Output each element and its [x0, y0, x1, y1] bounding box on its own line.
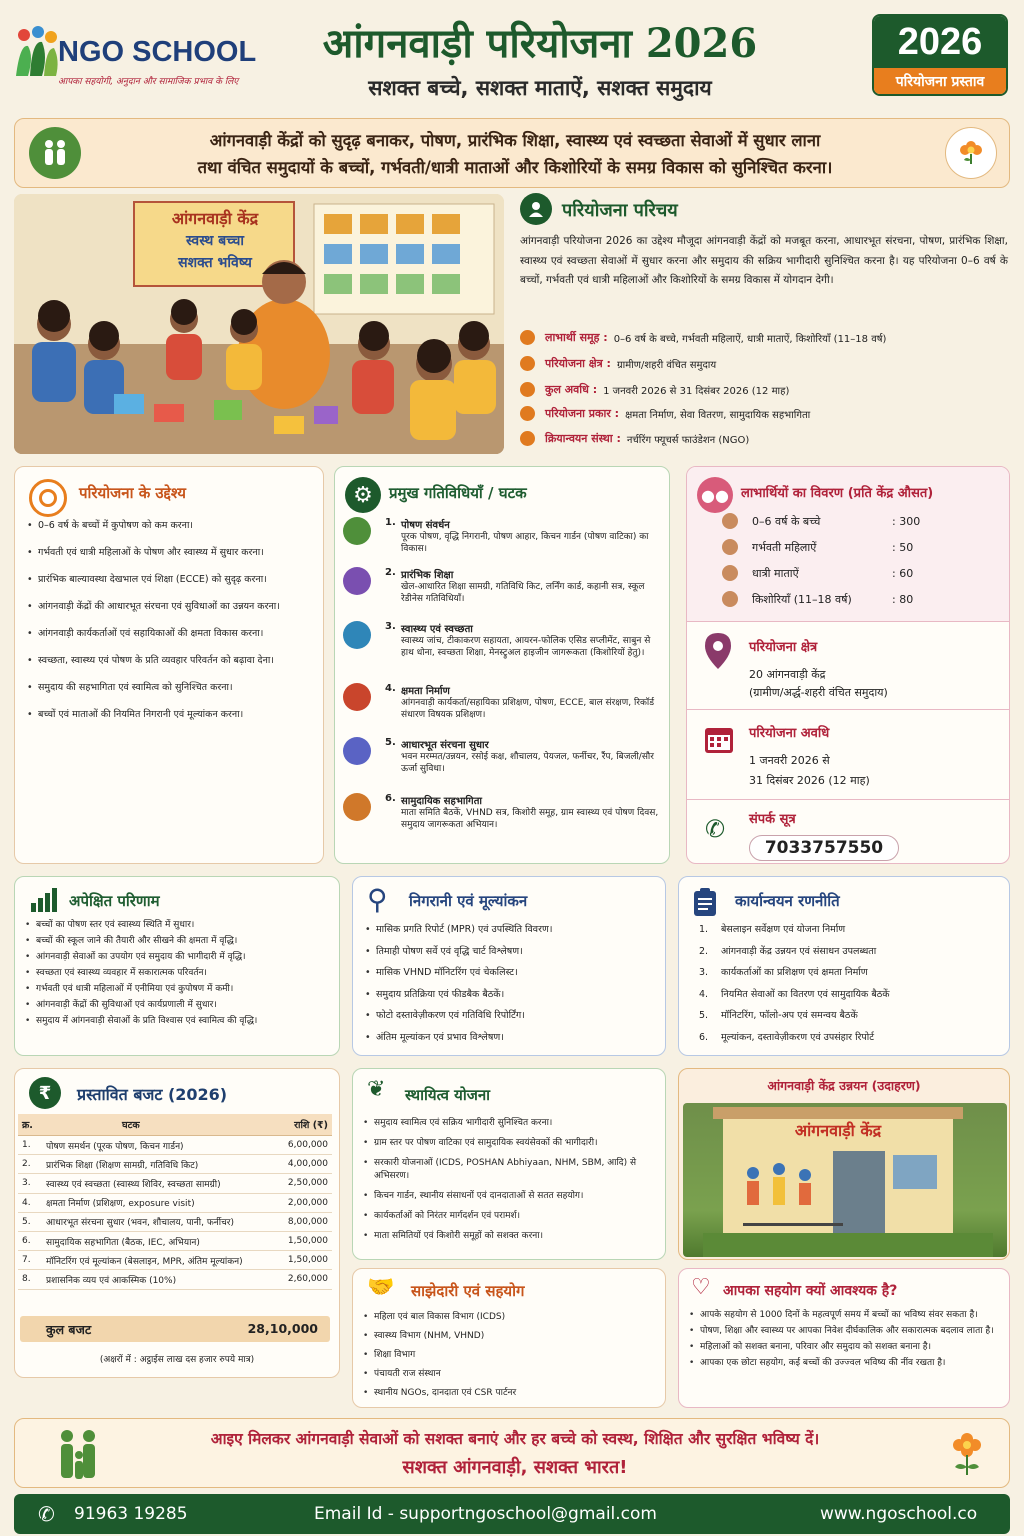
- budget-no: 7.: [18, 1251, 42, 1270]
- list-item: • आंगनवाड़ी केंद्रों की सुविधाओं एवं कार्यप्रणाली में सुधार।: [25, 999, 337, 1012]
- budget-item: क्षमता निर्माण (प्रशिक्षण, exposure visit): [42, 1193, 276, 1212]
- list-item: • सरकारी योजनाओं (ICDS, POSHAN Abhiyaan, NHM, SBM, आदि) से अभिसरण।: [363, 1157, 661, 1183]
- activity-description: स्वास्थ्य जांच, टीकाकरण सहायता, आयरन-फोलिक एसिड सप्लीमेंट, साबुन से हाथ धोना, स्वच्छता शिक्षा, मेनस्ट्रुअल हाइजीन जागरूकता (किशोरियों हेतु)।: [401, 636, 651, 658]
- activity-icon: [343, 737, 371, 765]
- duration-line-1: 1 जनवरी 2026 से: [749, 754, 830, 767]
- center-building-image: [683, 1103, 1007, 1257]
- center-example-title: आंगनवाड़ी केंद्र उन्नयन (उदाहरण): [767, 1078, 921, 1093]
- list-item: • आंगनवाड़ी सेवाओं का उपयोग एवं समुदाय की भागीदारी में वृद्धि।: [25, 951, 337, 964]
- user-icon: [520, 193, 552, 225]
- list-item: • गर्भवती एवं धात्री महिलाओं में एनीमिया एवं कुपोषण में कमी।: [25, 983, 337, 996]
- activity-description: भवन मरम्मत/उन्नयन, रसोई कक्ष, शौचालय, पेयजल, फर्नीचर, रैंप, बिजली/सौर ऊर्जा सुविधा।: [401, 752, 654, 774]
- sign-line-2: स्वस्थ बच्चा: [185, 233, 244, 249]
- page-subtitle: सशक्त बच्चे, सशक्त माताऐं, सशक्त समुदाय: [368, 76, 712, 100]
- budget-amount: 8,00,000: [276, 1212, 332, 1231]
- list-item: • समुदाय की सहभागिता एवं स्वामित्व को सुनिश्चित करना।: [27, 681, 317, 694]
- budget-header-row: [18, 1114, 332, 1136]
- meta-key: लाभार्थी समूह :: [545, 331, 608, 344]
- beneficiary-row: [722, 513, 920, 529]
- activity-description: खेल-आधारित शिक्षा सामग्री, गतिविधि किट, लर्निंग कार्ड, कहानी सत्र, स्कूल रेडीनेस गतिविधियाँ।: [401, 582, 645, 604]
- bar-chart-icon: [29, 887, 59, 913]
- budget-item: प्रारंभिक शिक्षा (शिक्षण सामग्री, गतिविधि किट): [42, 1155, 276, 1174]
- partnership-title: साझेदारी एवं सहयोग: [411, 1282, 525, 1300]
- budget-no: 3.: [18, 1174, 42, 1193]
- col-item: घटक: [42, 1114, 276, 1136]
- flower-icon: [947, 1427, 987, 1483]
- person-icon: [520, 406, 535, 421]
- meta-value: नर्चरिंग फ्यूचर्स फाउंडेशन (NGO): [626, 434, 750, 446]
- list-item: • समुदाय स्वामित्व एवं सक्रिय भागीदारी सुनिश्चित करना।: [363, 1117, 661, 1130]
- footer-bar: [14, 1494, 1010, 1534]
- beneficiary-value: : 50: [892, 540, 914, 554]
- meta-duration: [520, 382, 789, 397]
- activity-icon: [343, 517, 371, 545]
- budget-item: आधारभूत संरचना सुधार (भवन, शौचालय, पानी, फर्नीचर): [42, 1212, 276, 1231]
- activities-title: प्रमुख गतिविधियाँ / घटक: [389, 484, 527, 502]
- beneficiaries-title: [741, 483, 933, 501]
- area-line-1: 20 आंगनवाड़ी केंद्र: [749, 668, 826, 681]
- list-item: • समुदाय प्रतिक्रिया एवं फीडबैक बैठकें।: [365, 988, 661, 1001]
- budget-no: 6.: [18, 1231, 42, 1250]
- outcomes-list: [25, 919, 337, 1031]
- beneficiary-label: गर्भवती महिलाऐं: [752, 540, 817, 554]
- activity-number: 6.: [385, 793, 396, 804]
- objectives-card: [14, 466, 324, 864]
- list-item: • पंचायती राज संस्थान: [363, 1368, 661, 1381]
- activity-number: 4.: [385, 683, 396, 694]
- meta-beneficiary-group: [520, 330, 886, 345]
- logo-tagline: आपका सहयोगी, अनुदान और सामाजिक प्रभाव के लिए: [58, 77, 239, 87]
- year-badge-label: परियोजना प्रस्ताव: [874, 68, 1006, 96]
- area-title: परियोजना क्षेत्र: [749, 640, 818, 655]
- building-sign: आंगनवाड़ी केंद्र: [794, 1121, 882, 1140]
- contact-number[interactable]: 7033757550: [749, 835, 899, 861]
- activity-number: 5.: [385, 737, 396, 748]
- budget-item: मॉनिटरिंग एवं मूल्यांकन (बेसलाइन, MPR, अंतिम मूल्यांकन): [42, 1251, 276, 1270]
- home-icon: [520, 356, 535, 371]
- list-item: [699, 988, 1003, 1001]
- clipboard-icon: [693, 887, 717, 917]
- activity-title: पोषण संवर्धन: [401, 520, 450, 531]
- activity-icon: [343, 683, 371, 711]
- list-item: • स्वच्छता, स्वास्थ्य एवं पोषण के प्रति व्यवहार परिवर्तन को बढ़ावा देना।: [27, 654, 317, 667]
- budget-row: [18, 1212, 332, 1231]
- closing-line-2: सशक्त आंगनवाड़ी, सशक्त भारत!: [402, 1457, 628, 1478]
- list-item: [699, 1031, 1003, 1044]
- duration-title: परियोजना अवधि: [749, 726, 830, 741]
- sustainability-title: स्थायित्व योजना: [405, 1086, 491, 1104]
- meta-key: परियोजना प्रकार :: [545, 407, 620, 420]
- outcomes-title: अपेक्षित परिणाम: [69, 892, 160, 910]
- budget-amount: 6,00,000: [276, 1136, 332, 1155]
- year-badge: [872, 14, 1008, 96]
- budget-row: [18, 1174, 332, 1193]
- budget-no: 5.: [18, 1212, 42, 1231]
- footer-website[interactable]: www.ngoschool.co: [820, 1504, 978, 1524]
- budget-words: (अक्षरों में : अट्ठाईस लाख दस हजार रुपये मात्र): [99, 1355, 255, 1365]
- budget-no: 4.: [18, 1193, 42, 1212]
- item-text: आंगनवाड़ी केंद्र उन्नयन एवं संसाधन उपलब्धता: [721, 945, 877, 957]
- mission-line-2: तथा वंचित समुदायों के बच्चों, गर्भवती/धात्री माताओं और किशोरियों के समग्र विकास को सुनिश्चित करना।: [197, 158, 833, 177]
- budget-no: 2.: [18, 1155, 42, 1174]
- list-item: [699, 923, 1003, 936]
- budget-no: 8.: [18, 1270, 42, 1289]
- total-value: 28,10,000: [247, 1321, 318, 1336]
- budget-amount: 2,50,000: [276, 1174, 332, 1193]
- activity-icon: [343, 567, 371, 595]
- flower-icon: [945, 127, 997, 179]
- meta-project-type: [520, 406, 810, 421]
- strategy-list: [699, 923, 1003, 1052]
- meta-value: 0–6 वर्ष के बच्चे, गर्भवती महिलाऐं, धात्री माताऐं, किशोरियाँ (11–18 वर्ष): [613, 333, 887, 345]
- list-item: • स्वच्छता एवं स्वास्थ्य व्यवहार में सकारात्मक परिवर्तन।: [25, 967, 337, 980]
- list-item: • शिक्षा विभाग: [363, 1349, 661, 1362]
- list-item: • बच्चों की स्कूल जाने की तैयारी और सीखने की क्षमता में वृद्धि।: [25, 935, 337, 948]
- list-item: • बच्चों एवं माताओं की नियमित निगरानी एवं मूल्यांकन करना।: [27, 708, 317, 721]
- calendar-icon: [703, 723, 735, 755]
- list-item: • फोटो दस्तावेज़ीकरण एवं गतिविधि रिपोर्टिंग।: [365, 1009, 661, 1022]
- list-item: • ग्राम स्तर पर पोषण वाटिका एवं सामुदायिक स्वयंसेवकों की भागीदारी।: [363, 1137, 661, 1150]
- list-item: • आंगनवाड़ी कार्यकर्ताओं एवं सहायिकाओं की क्षमता विकास करना।: [27, 627, 317, 640]
- budget-amount: 4,00,000: [276, 1155, 332, 1174]
- list-item: [699, 1009, 1003, 1022]
- activity-number: 2.: [385, 567, 396, 578]
- closing-line-1: आइए मिलकर आंगनवाड़ी सेवाओं को सशक्त बनाएं और हर बच्चे को स्वस्थ, शिक्षित और सुरक्षित भविष्य दें।: [210, 1430, 820, 1448]
- handshake-icon: 🤝: [367, 1275, 395, 1300]
- activity-number: 3.: [385, 621, 396, 632]
- budget-no: 1.: [18, 1136, 42, 1155]
- meta-value: क्षमता निर्माण, सेवा वितरण, सामुदायिक सहभागिता: [625, 409, 811, 421]
- item-text: कार्यकर्ताओं का प्रशिक्षण एवं क्षमता निर्माण: [721, 967, 868, 978]
- list-item: • गर्भवती एवं धात्री महिलाओं के पोषण और स्वास्थ्य में सुधार करना।: [27, 546, 317, 559]
- list-item: • माता समितियों एवं किशोरी समूहों को सशक्त करना।: [363, 1230, 661, 1243]
- beneficiary-value: : 80: [892, 592, 914, 606]
- classroom-sign: [138, 208, 292, 274]
- phone-icon: ✆: [705, 815, 726, 843]
- gear-icon: ⚙: [345, 477, 381, 513]
- sign-line-1: आंगनवाड़ी केंद्र: [171, 209, 259, 228]
- list-item: • कार्यकर्ताओं को निरंतर मार्गदर्शन एवं परामर्श।: [363, 1210, 661, 1223]
- budget-item: सामुदायिक सहभागिता (बैठक, IEC, अभियान): [42, 1231, 276, 1250]
- budget-item: प्रशासनिक व्यय एवं आकस्मिक (10%): [42, 1270, 276, 1289]
- rupee-symbol: ₹: [38, 1082, 52, 1104]
- list-item: • पोषण, शिक्षा और स्वास्थ्य पर आपका निवेश दीर्घकालिक और सकारात्मक बदलाव लाता है।: [689, 1325, 1005, 1338]
- why-support-card: [678, 1268, 1010, 1408]
- activities-card: [334, 466, 670, 864]
- item-text: मॉनिटरिंग, फॉलो-अप एवं समन्वय बैठकें: [721, 1010, 858, 1021]
- list-item: • मासिक प्रगति रिपोर्ट (MPR) एवं उपस्थिति विवरण।: [365, 923, 661, 936]
- list-item: • 0–6 वर्ष के बच्चों में कुपोषण को कम करना।: [27, 519, 317, 532]
- activity-description: पूरक पोषण, वृद्धि निगरानी, पोषण आहार, किचन गार्डन (पोषण वाटिका) का विकास।: [401, 532, 649, 554]
- budget-item: स्वास्थ्य एवं स्वच्छता (स्वास्थ्य शिविर, स्वच्छता सामग्री): [42, 1174, 276, 1193]
- partnership-card: [352, 1268, 666, 1408]
- item-text: नियमित सेवाओं का वितरण एवं सामुदायिक बैठकें: [721, 988, 890, 1000]
- activity-description: आंगनवाड़ी कार्यकर्ता/सहायिका प्रशिक्षण, पोषण, ECCE, बाल संरक्षण, रिकॉर्ड संधारण विषयक प्रशिक्षण।: [401, 698, 655, 720]
- closing-banner: [14, 1418, 1010, 1488]
- mother-icon: [722, 565, 738, 581]
- item-number: 4.: [699, 988, 709, 1000]
- meta-value: ग्रामीण/शहरी वंचित समुदाय: [616, 359, 717, 371]
- strategy-card: [678, 876, 1010, 1056]
- budget-row: [18, 1270, 332, 1289]
- item-number: 5.: [699, 1010, 709, 1021]
- item-text: मूल्यांकन, दस्तावेज़ीकरण एवं उपसंहार रिपोर्ट: [721, 1031, 875, 1043]
- sustainability-card: [352, 1068, 666, 1260]
- year-badge-year: 2026: [874, 16, 1006, 68]
- list-item: • स्वास्थ्य विभाग (NHM, VHND): [363, 1330, 661, 1343]
- col-amount: राशि (₹): [276, 1114, 332, 1136]
- objectives-list: [27, 519, 317, 727]
- item-number: 1.: [699, 924, 709, 935]
- list-item: • समुदाय में आंगनवाड़ी सेवाओं के प्रति विश्वास एवं स्वामित्व की वृद्धि।: [25, 1015, 337, 1028]
- item-text: बेसलाइन सर्वेक्षण एवं योजना निर्माण: [721, 924, 846, 935]
- beneficiary-label: धात्री माताऐं: [752, 566, 799, 580]
- beneficiary-label: 0–6 वर्ष के बच्चे: [752, 514, 821, 528]
- pregnant-woman-icon: [722, 539, 738, 555]
- list-item: • आंगनवाड़ी केंद्रों की आधारभूत संरचना एवं सुविधाओं का उन्नयन करना।: [27, 600, 317, 613]
- list-item: • किचन गार्डन, स्थानीय संसाधनों एवं दानदाताओं से सतत सहयोग।: [363, 1190, 661, 1203]
- partnership-list: [363, 1311, 661, 1403]
- budget-table: [18, 1114, 332, 1290]
- phone-icon: ✆: [38, 1502, 55, 1526]
- activity-title: सामुदायिक सहभागिता: [401, 796, 482, 807]
- budget-title: प्रस्तावित बजट (2026): [77, 1085, 228, 1104]
- girl-icon: [722, 591, 738, 607]
- col-no: क्र.: [18, 1114, 42, 1136]
- center-example-card: [678, 1068, 1010, 1260]
- logo[interactable]: [14, 22, 257, 102]
- group-icon: [520, 330, 535, 345]
- meta-key: क्रियान्वयन संस्था :: [545, 432, 621, 445]
- activity-title: आधारभूत संरचना सुधार: [401, 740, 489, 751]
- heart-icon: ♡: [691, 1275, 711, 1300]
- budget-row: [18, 1231, 332, 1250]
- activity-title: क्षमता निर्माण: [401, 686, 450, 697]
- why-support-title: आपका सहयोग क्यों आवश्यक है?: [723, 1283, 898, 1299]
- budget-row: [18, 1251, 332, 1270]
- item-number: 6.: [699, 1031, 709, 1043]
- classroom-photo: [14, 194, 504, 454]
- people-icon: ●●: [697, 477, 733, 513]
- page-title: आंगनवाड़ी परियोजना 2026: [322, 20, 758, 67]
- mission-banner: [14, 118, 1010, 188]
- total-label: कुल बजट: [46, 1322, 92, 1337]
- budget-row: [18, 1136, 332, 1155]
- budget-amount: 2,00,000: [276, 1193, 332, 1212]
- strategy-title: कार्यान्वयन रणनीति: [735, 892, 840, 910]
- outcomes-card: [14, 876, 340, 1056]
- beneficiary-row: [722, 565, 913, 581]
- mission-line-1: आंगनवाड़ी केंद्रों को सुदृढ़ बनाकर, पोषण, प्रारंभिक शिक्षा, स्वास्थ्य एवं स्वच्छता सेवाओं में सुधार लाना: [209, 131, 821, 150]
- list-item: • आपके सहयोग से 1000 दिनों के महत्वपूर्ण समय में बच्चों का भविष्य संवर सकता है।: [689, 1309, 1005, 1322]
- list-item: • बच्चों का पोषण स्तर एवं स्वास्थ्य स्थिति में सुधार।: [25, 919, 337, 932]
- meta-key: परियोजना क्षेत्र :: [545, 357, 611, 370]
- budget-total-row: [20, 1316, 330, 1342]
- sustainability-list: [363, 1117, 661, 1246]
- rupee-icon: [29, 1077, 61, 1109]
- intro-text: आंगनवाड़ी परियोजना 2026 का उद्देश्य मौजूदा आंगनवाड़ी केंद्रों को मजबूत करना, आधारभूत संरचना, पोषण, प्रारंभिक शिक्षा, स्वास्थ्य एवं स्वच्छता सेवाओं में सुधार करना और समुदाय की सक्रिय भागीदारी सुनिश्चित करना है। यह परियोजना 0–6 वर्ष के बच्चों, गर्भवती एवं धात्री महिलाओं और किशोरियों के समग्र विकास में योगदान देगी।: [520, 235, 1008, 286]
- clock-icon: [520, 382, 535, 397]
- monitoring-card: [352, 876, 666, 1056]
- why-support-list: [689, 1309, 1005, 1373]
- organization-icon: [520, 431, 535, 446]
- intro-title: परियोजना परिचय: [562, 200, 678, 221]
- child-icon: [722, 513, 738, 529]
- item-number: 2.: [699, 945, 709, 957]
- list-item: • तिमाही पोषण सर्वे एवं वृद्धि चार्ट विश्लेषण।: [365, 945, 661, 958]
- sign-line-3: सशक्त भविष्य: [178, 255, 252, 271]
- beneficiaries-title-text: लाभार्थियों का विवरण (प्रति केंद्र औसत): [741, 486, 934, 501]
- family-icon: [29, 127, 81, 179]
- area-line-2: (ग्रामीण/अर्द्ध-शहरी वंचित समुदाय): [749, 686, 888, 699]
- list-item: • मासिक VHND मॉनिटरिंग एवं चेकलिस्ट।: [365, 966, 661, 979]
- list-item: • महिला एवं बाल विकास विभाग (ICDS): [363, 1311, 661, 1324]
- budget-row: [18, 1193, 332, 1212]
- activity-title: स्वास्थ्य एवं स्वच्छता: [401, 624, 473, 635]
- activity-icon: [343, 793, 371, 821]
- budget-row: [18, 1155, 332, 1174]
- logo-figures-icon: [14, 26, 60, 80]
- beneficiary-label: किशोरियाँ (11–18 वर्ष): [752, 592, 852, 606]
- budget-amount: 1,50,000: [276, 1231, 332, 1250]
- activity-icon: [343, 621, 371, 649]
- item-number: 3.: [699, 967, 709, 978]
- meta-implementing-agency: [520, 431, 749, 446]
- meta-key: कुल अवधि :: [545, 383, 598, 396]
- contact-title: संपर्क सूत्र: [749, 812, 796, 827]
- beneficiary-value: : 60: [892, 566, 914, 580]
- list-item: • अंतिम मूल्यांकन एवं प्रभाव विश्लेषण।: [365, 1031, 661, 1044]
- budget-amount: 2,60,000: [276, 1270, 332, 1289]
- objectives-title: परियोजना के उद्देश्य: [79, 484, 186, 502]
- activity-description: माता समिति बैठकें, VHND सत्र, किशोरी समूह, ग्राम स्वास्थ्य एवं पोषण दिवस, समुदाय जागरूकता अभियान।: [401, 808, 659, 830]
- target-icon: [29, 479, 67, 517]
- logo-text: NGO SCHOOL: [58, 36, 257, 68]
- list-item: [699, 945, 1003, 958]
- monitoring-list: [365, 923, 661, 1050]
- beneficiary-value: : 300: [892, 514, 921, 528]
- monitoring-title: निगरानी एवं मूल्यांकन: [409, 892, 528, 910]
- budget-amount: 1,50,000: [276, 1251, 332, 1270]
- list-item: • प्रारंभिक बाल्यावस्था देखभाल एवं शिक्षा (ECCE) को सुदृढ़ करना।: [27, 573, 317, 586]
- footer-phone[interactable]: 91963 19285: [74, 1504, 188, 1524]
- location-pin-icon: [703, 631, 733, 671]
- list-item: • आपका एक छोटा सहयोग, कई बच्चों की उज्ज्वल भविष्य की नींव रखता है।: [689, 1357, 1005, 1370]
- activity-title: प्रारंभिक शिक्षा: [401, 570, 454, 581]
- list-item: [699, 966, 1003, 979]
- footer-email[interactable]: Email Id - supportngoschool@gmail.com: [314, 1504, 657, 1524]
- leaf-icon: ❦: [367, 1077, 386, 1102]
- mission-text: [95, 127, 935, 181]
- budget-item: पोषण समर्थन (पूरक पोषण, किचन गार्डन): [42, 1136, 276, 1155]
- meta-project-area: [520, 356, 716, 371]
- meta-value: 1 जनवरी 2026 से 31 दिसंबर 2026 (12 माह): [603, 385, 790, 397]
- activity-number: 1.: [385, 517, 396, 528]
- list-item: • महिलाओं को सशक्त बनाना, परिवार और समुदाय को सशक्त बनाना है।: [689, 1341, 1005, 1354]
- beneficiary-row: [722, 539, 913, 555]
- list-item: • स्थानीय NGOs, दानदाता एवं CSR पार्टनर: [363, 1387, 661, 1400]
- beneficiary-row: [722, 591, 913, 607]
- duration-line-2: 31 दिसंबर 2026 (12 माह): [749, 774, 870, 787]
- magnifier-icon: ⚲: [367, 883, 388, 916]
